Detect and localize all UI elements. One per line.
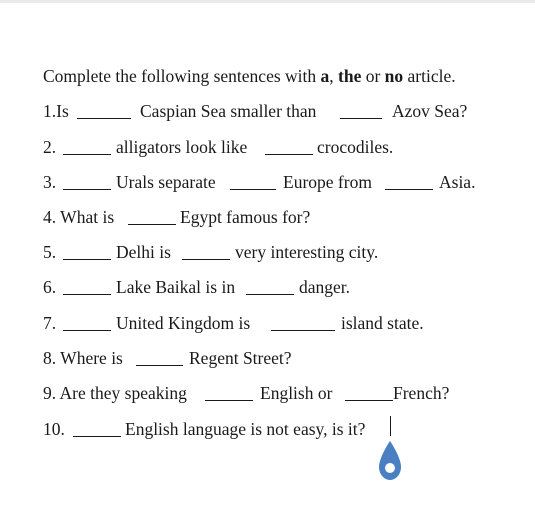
sentence-number: 7. bbox=[43, 313, 57, 333]
answer-blank[interactable] bbox=[77, 118, 131, 119]
sentence-text: Regent Street? bbox=[189, 348, 292, 368]
sentence-number: 5. bbox=[43, 242, 57, 262]
sentence-text: French? bbox=[393, 383, 450, 403]
instruction-text bbox=[43, 66, 456, 87]
sentence-text: Egypt famous for? bbox=[180, 207, 311, 227]
sentence-number: 9. Are they speaking bbox=[43, 383, 187, 403]
instruction-prefix: Complete the following sentences with bbox=[43, 66, 321, 86]
sentence-text: Urals separate bbox=[116, 172, 216, 192]
instruction-suffix: article. bbox=[403, 66, 456, 86]
sentence-text: United Kingdom is bbox=[116, 313, 251, 333]
text-cursor bbox=[390, 416, 391, 436]
instruction-or: or bbox=[361, 66, 385, 86]
sentence-number: 3. bbox=[43, 172, 57, 192]
instruction-no: no bbox=[384, 66, 404, 86]
sentence-text: Asia. bbox=[439, 172, 476, 192]
answer-blank[interactable] bbox=[265, 154, 313, 155]
answer-blank[interactable] bbox=[246, 294, 294, 295]
answer-blank[interactable] bbox=[271, 330, 335, 331]
answer-blank[interactable] bbox=[340, 118, 382, 119]
answer-blank[interactable] bbox=[63, 330, 111, 331]
sentence-text: crocodiles. bbox=[317, 137, 394, 157]
answer-blank[interactable] bbox=[63, 294, 111, 295]
cursor-handle-icon[interactable] bbox=[376, 440, 404, 482]
sentence-text: English language is not easy, is it? bbox=[125, 419, 366, 439]
answer-blank[interactable] bbox=[205, 400, 253, 401]
answer-blank[interactable] bbox=[63, 154, 111, 155]
sentence-text: Lake Baikal is in bbox=[116, 277, 236, 297]
answer-blank[interactable] bbox=[73, 436, 121, 437]
sentence-text: English or bbox=[260, 383, 333, 403]
answer-blank[interactable] bbox=[345, 400, 393, 401]
answer-blank[interactable] bbox=[63, 259, 111, 260]
answer-blank[interactable] bbox=[182, 259, 230, 260]
answer-blank[interactable] bbox=[63, 189, 111, 190]
instruction-comma: , bbox=[329, 66, 339, 86]
sentence-text: very interesting city. bbox=[235, 242, 379, 262]
sentence-number: 8. Where is bbox=[43, 348, 123, 368]
sentence-number: 2. bbox=[43, 137, 57, 157]
sentence-text: Azov Sea? bbox=[392, 101, 468, 121]
answer-blank[interactable] bbox=[385, 189, 433, 190]
sentence-text: Caspian Sea smaller than bbox=[140, 101, 317, 121]
answer-blank[interactable] bbox=[136, 365, 183, 366]
sentence-number: 1.Is bbox=[43, 101, 69, 121]
sentence-text: Delhi is bbox=[116, 242, 171, 262]
sentence-text: alligators look like bbox=[116, 137, 248, 157]
answer-blank[interactable] bbox=[128, 224, 176, 225]
sentence-number: 4. What is bbox=[43, 207, 115, 227]
instruction-the: the bbox=[338, 66, 362, 86]
instruction-a: a bbox=[320, 66, 330, 86]
sentence-number: 10. bbox=[43, 419, 65, 439]
sentence-text: danger. bbox=[299, 277, 351, 297]
sentence-text: Europe from bbox=[283, 172, 372, 192]
sentence-number: 6. bbox=[43, 277, 57, 297]
sentence-text: island state. bbox=[341, 313, 424, 333]
answer-blank[interactable] bbox=[230, 189, 276, 190]
top-border bbox=[0, 0, 535, 3]
